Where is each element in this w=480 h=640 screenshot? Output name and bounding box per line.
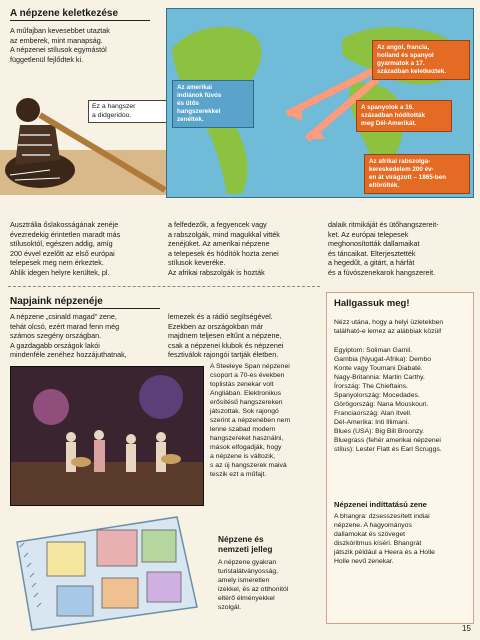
callout-spanish: A spanyolok a 16. században hódították meg Dél-Amerikát. (356, 100, 452, 132)
origin-text-col2: a felfedezők, a fegyencek vagy a rabszolgák, mind magukkal vitték zenéjüket. Az amerikai népzene a telepesek és hódítók hozta zenei stílusok keveréke. Az afrikai rabszolgák is hozták (168, 220, 280, 277)
section-title-origin: A népzene keletkezése (10, 8, 150, 21)
callout-africa: Az afrikai rabszolga- kereskedelem 200 év- en át virágzott – 1865-ben eltörölték. (364, 154, 470, 194)
didgeridoo-illustration (0, 80, 170, 195)
section-divider (8, 286, 320, 287)
today-text-col2: lemezek és a rádió segítségével. Ezekben az országokban már majdnem teljesen eltűnt a népzene, csak a népzenei klubok és népzenei fesztiválok rajongói tartják életben. (168, 312, 284, 360)
album-illustration (2, 512, 202, 632)
national-text: A népzene gyakran turistalátványosság, amely ismeretlen izekkel, és az otthonitól eltérő élményekkel szolgál. (218, 559, 289, 611)
today-text-col1: A népzene „csinald magad" zene, tehát olcsó, ezért marad fenn még számos szegény országban. A gazdagabb országok lakói mindenféle zenéhez hozzájuthatnak, (10, 312, 127, 360)
listen-box-intro: Nézz utána, hogy a helyi üzletekben található-e lemez az alábbiak közül! (334, 319, 444, 335)
list-item: Egyiptom: Soliman Gamil. (334, 347, 413, 354)
listen-box-title: Hallgassuk meg! (334, 298, 410, 309)
listen-box (326, 292, 474, 624)
list-item: Franciaország: Alan Itvell. (334, 410, 412, 417)
bhangra-title: Népzenei indíttatású zene (334, 500, 427, 509)
intro-text: A műfajban kevesebbet utaztak az emberek, mint manapság. A népzenei stílusok egymástól függetlenül fejlődtek ki. (10, 26, 110, 64)
band-photo (10, 366, 204, 506)
list-item: Blues (USA): Big Bill Broonzy. (334, 428, 425, 435)
list-item: Spanyolország: Mocedades. (334, 392, 420, 399)
bhangra-text: A bhangra: dzsesszesített indiai népzene. A hagyományos dallamokat és szöveget diszkóritmus kíséri. Bhangrát játszik például a Heera és a Holle Holle nevű zenekar. (334, 513, 435, 565)
list-item: Nagy-Britannia: Martin Carthy. (334, 374, 425, 381)
didgeridoo-label: Ez a hangszer a didgeridoo. (88, 100, 168, 123)
list-item: Bluegrass (fehér amerikai népzenei stílus): Lester Flatt és Earl Scruggs. (334, 437, 442, 453)
list-item: Írország: The Chieftains. (334, 383, 408, 390)
page-number: 15 (462, 624, 471, 633)
list-item: Görögország: Nana Mouskouri. (334, 401, 429, 408)
list-item: Gambia (Nyugat-Afrika): Dembo Konte vagy Toumani Diabaté. (334, 356, 432, 372)
origin-text-col3: dalaik ritmikáját és ütőhangszereit- ket. Az európai telepesek meghonosították dallamaikat és táncaikat. Elterjesztették a hegedűt, a gitárt, a hárfát és a fúvószenekarok hangszereit. (328, 220, 439, 277)
section-title-today: Napjaink népzenéje (10, 296, 160, 309)
steeleye-text: A Steeleye Span népzenei csoport a 70-es években toplistás zenekar volt Angliában. Elektronikus erősítésű hangszereken játszottak. Sok rajongó szerint a népzenében nem lenne szabad modern hangszereket használni, mások elfogadják, hogy a népzene is változik, s az új hangszerek maivá teszik ezt a műfajt. (210, 363, 291, 478)
listen-list (334, 346, 468, 454)
list-item: Dél-Amerika: Inti Illimani. (334, 419, 410, 426)
callout-europe: Az angol, francia, holland és spanyol gyarmatok a 17. században keletkeztek. (372, 40, 470, 80)
callout-americas: Az amerikai indiánok fúvós és ütős hangszerekkel zenéltek. (172, 80, 254, 128)
origin-text-col1: Ausztrália őslakosságának zenéje évezredekig érintetlen maradt más stílusoktól, egészen addig, amíg 200 évvel ezelőtt az első európai telepesek meg nem érkeztek. Ahlik idegen helyre kerültek, pl. (10, 220, 121, 277)
section-title-national: Népzene és nemzeti jelleg (218, 534, 273, 554)
